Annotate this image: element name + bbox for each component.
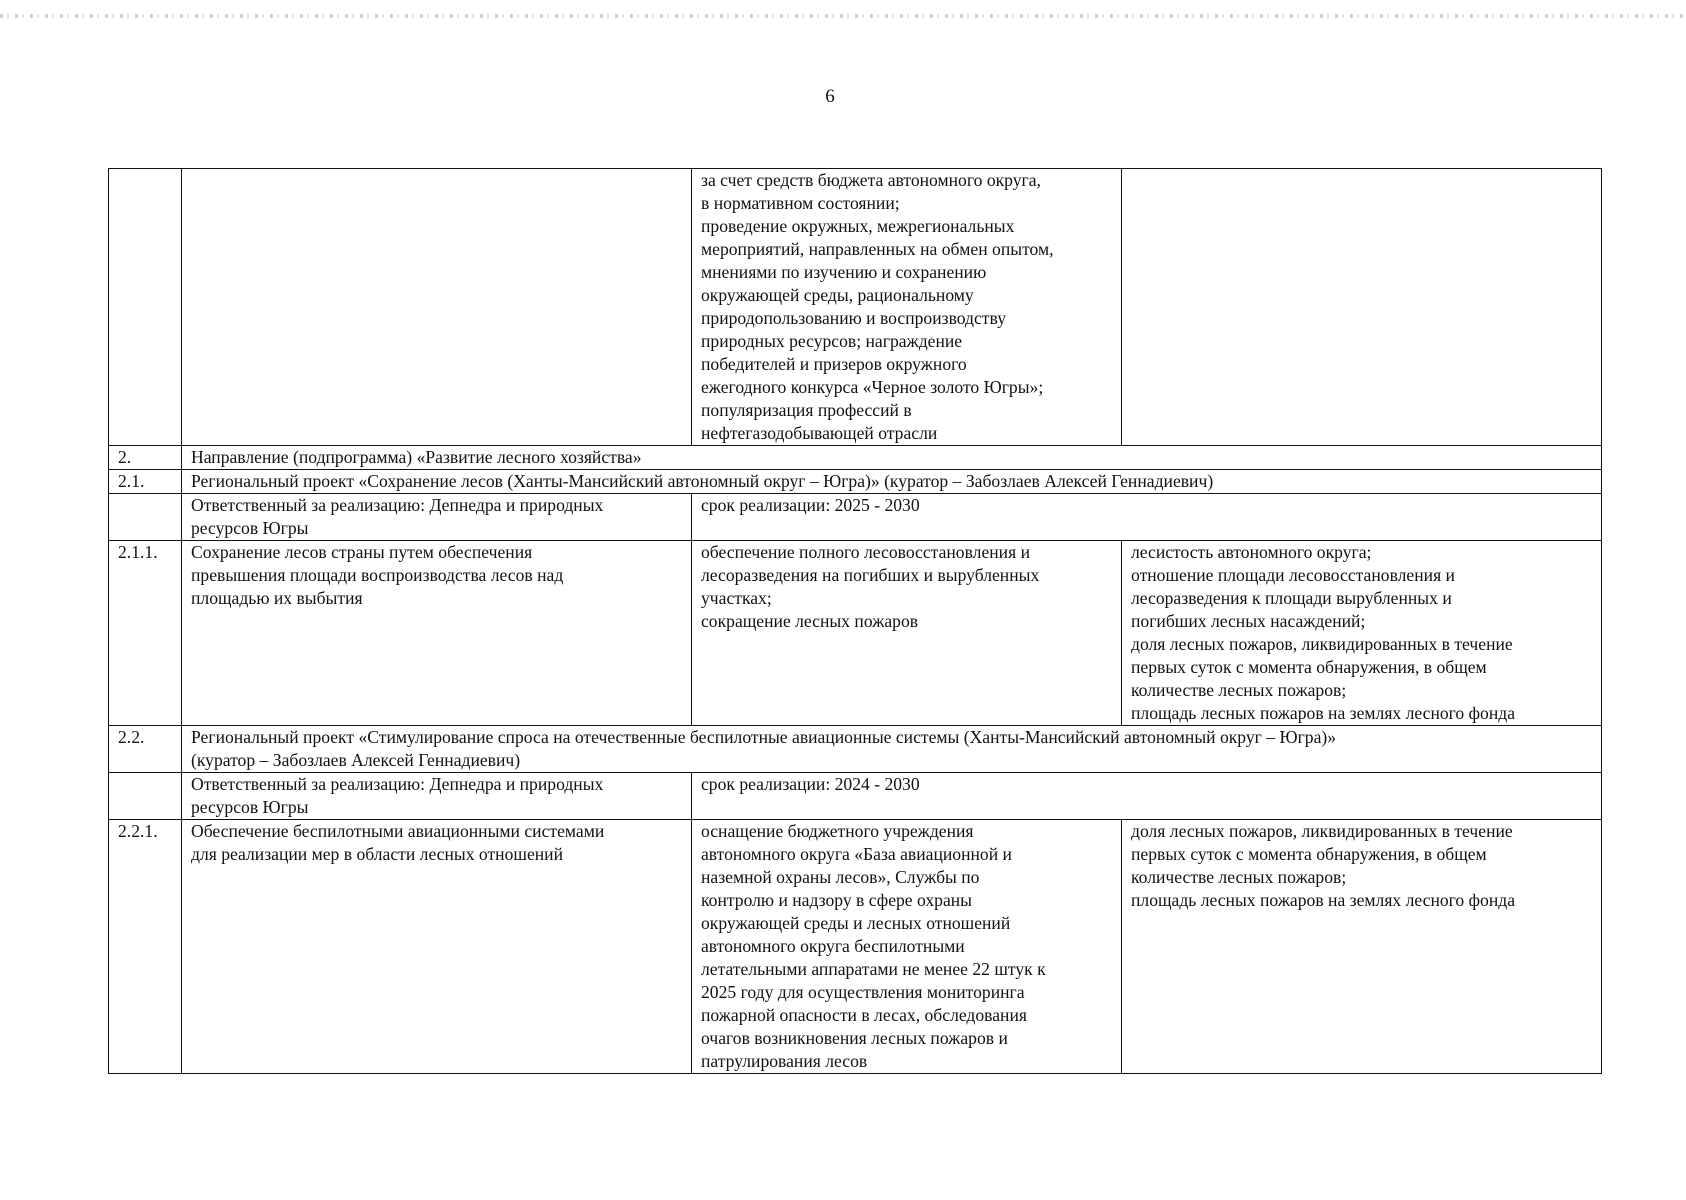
project-title: Региональный проект «Стимулирование спроса на отечественные беспилотные авиационные системы (Ханты-Мансийский автономный округ – Югра)» (куратор – Забозлаев Алексей Геннадиевич) [182,726,1602,773]
cell-effects: за счет средств бюджета автономного округа, в нормативном состоянии; проведение окружных, межрегиональных мероприятий, направленных на обмен опытом, мнениями по изучению и сохранению окружающей среды, рациональному природопользованию и воспроизводству природных ресурсов; награждение победителей и призеров окружного ежегодного конкурса «Черное золото Югры»; популяризация профессий в нефтегазодобывающей отрасли [692,169,1122,446]
cell-indicators: лесистость автономного округа; отношение площади лесовосстановления и лесоразведения к площади вырубленных и погибших лесных насаждений; доля лесных пожаров, ликвидированных в течение первых суток с момента обнаружения, в общем количестве лесных пожаров; площадь лесных пожаров на землях лесного фонда [1122,541,1602,726]
project-title: Региональный проект «Сохранение лесов (Ханты-Мансийский автономный округ – Югра)» (куратор – Забозлаев Алексей Геннадиевич) [182,470,1602,494]
cell-number: 2.2.1. [109,820,182,1074]
cell-effects: оснащение бюджетного учреждения автономного округа «База авиационной и наземной охраны лесов», Службы по контролю и надзору в сфере охраны окружающей среды и лесных отношений автономного округа беспилотными летательными аппаратами не менее 22 штук к 2025 году для осуществления мониторинга пожарной опасности в лесах, обследования очагов возникновения лесных пожаров и патрулирования лесов [692,820,1122,1074]
term-cell: срок реализации: 2025 - 2030 [692,494,1602,541]
term-cell: срок реализации: 2024 - 2030 [692,773,1602,820]
table-row-2-2-1 [109,820,1602,1074]
cell-number: 2.1. [109,470,182,494]
table-row-responsible-2-1 [109,494,1602,541]
direction-title: Направление (подпрограмма) «Развитие лесного хозяйства» [182,446,1602,470]
cell-number [109,773,182,820]
cell-indicators: доля лесных пожаров, ликвидированных в течение первых суток с момента обнаружения, в общем количестве лесных пожаров; площадь лесных пожаров на землях лесного фонда [1122,820,1602,1074]
table-row-2-1-1 [109,541,1602,726]
table-row-continuation [109,169,1602,446]
responsible-cell: Ответственный за реализацию: Депнедра и природных ресурсов Югры [182,773,692,820]
cell-number [109,494,182,541]
table-row-project-2-1 [109,470,1602,494]
page-number: 6 [825,86,835,107]
measures-table [108,168,1602,1074]
cell-task [182,169,692,446]
cell-number: 2.1.1. [109,541,182,726]
cell-task: Обеспечение беспилотными авиационными системами для реализации мер в области лесных отношений [182,820,692,1074]
cell-number: 2. [109,446,182,470]
cell-effects: обеспечение полного лесовосстановления и лесоразведения на погибших и вырубленных участках; сокращение лесных пожаров [692,541,1122,726]
cell-task: Сохранение лесов страны путем обеспечения превышения площади воспроизводства лесов над площадью их выбытия [182,541,692,726]
table-row-responsible-2-2 [109,773,1602,820]
cell-indicators [1122,169,1602,446]
table-row-project-2-2 [109,726,1602,773]
cell-number [109,169,182,446]
responsible-cell: Ответственный за реализацию: Депнедра и природных ресурсов Югры [182,494,692,541]
table-row-direction-2 [109,446,1602,470]
cell-number: 2.2. [109,726,182,773]
scan-edge-artifact [0,14,1686,18]
